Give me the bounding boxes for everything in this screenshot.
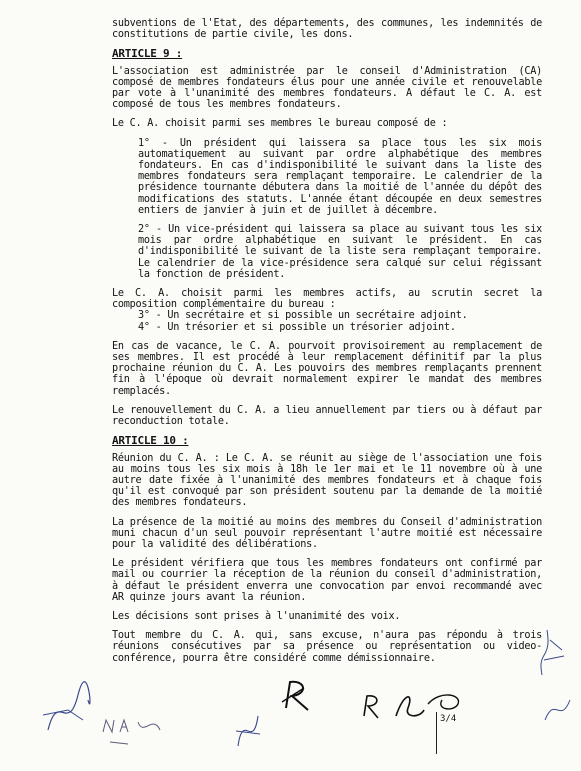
paragraph-vacance: En cas de vacance, le C. A. pourvoit provisoirement au remplacement de ses membres. Il est procédé à leur remplacement définitif par la plus prochaine réunion du C. A. Les pouvoirs des membres remplaçants prennent fin à l'époque où devrait normalement expirer le mandat des membres remplacés. (112, 340, 542, 397)
paragraph-president: 1° - Un président qui laissera sa place tous les six mois automatiquement au suivant par ordre alphabétique des membres fondateurs. En cas d'indisponibilité le suivant dans la liste des membres fondateurs sera remplaçant temporaire. Le calendrier de la présidence tournante débutera dans la moitié de l'année du dépôt des modifications des statuts. L'année étant découpée en deux semestres entiers de janvier à juin et de juillet à décembre. (138, 137, 542, 216)
document-body (112, 18, 542, 672)
signature-scribble-icon (38, 680, 98, 740)
signature-rl-icon (358, 686, 478, 730)
paragraph-bureau-intro: Le C. A. choisit parmi ses membres le bureau composé de : (112, 118, 448, 130)
paragraph-reunion: Réunion du C. A. : Le C. A. se réunit au siège de l'association une fois au moins tous les six mois à 18h le 1er mai et le 11 novembre où à une autre date fixée à l'unanimité des membres fondateurs et à chaque fois qu'il est convoqué par son président soutenu par la demande de la moitié des membres fondateurs. (112, 452, 542, 509)
paragraph-secretaire: 3° - Un secrétaire et si possible un secrétaire adjoint. (138, 310, 468, 322)
paragraph-absence: Tout membre du C. A. qui, sans excuse, n'aura pas répondu à trois réunions consécutives par sa présence ou représentation ou video-conférence, pourra être considéré comme démissionnaire. (112, 630, 542, 664)
paragraph-vice-president: 2° - Un vice-président qui laissera sa place au suivant tous les six mois par ordre alphabétique en suivant le président. En cas d'indisponibilité le suivant de la liste sera remplaçant temporaire. Le calendrier de la vice-présidence sera calqué sur celui régissant la fonction de président. (138, 224, 542, 280)
signature-r (278, 676, 318, 720)
paragraph-bureau-complement: Le C. A. choisit parmi les membres actifs, au scrutin secret la composition complémentaire du bureau : (112, 288, 542, 311)
signature-r-icon (278, 676, 318, 716)
signature-rl (358, 686, 478, 734)
article-9-heading: ARTICLE 9 : (112, 47, 183, 61)
paragraph-article9-ca: L'association est administrée par le conseil d'Administration (CA) composé de membres fondateurs élus pour une année civile et renouvelable par vote à l'unanimité des membres fondateurs. A défaut le C. A. est composé de tous les membres fondateurs. (112, 65, 542, 111)
paragraph-decisions: Les décisions sont prises à l'unanimité des voix. (112, 610, 401, 622)
signature-na (98, 712, 168, 756)
signature-right-2 (540, 690, 574, 734)
paragraph-verification: Le président vérifiera que tous les membres fondateurs ont confirmé par mail ou courrier la réception de la réunion du conseil d'administration, à défaut le président enverra une convocation par envoi recommandé avec AR quinze jours avant la réunion. (112, 558, 542, 603)
page-number-divider (436, 712, 437, 754)
paragraph-renouvellement: Le renouvellement du C. A. a lieu annuellement par tiers ou à défaut par reconduction totale. (112, 404, 542, 428)
signature-middle (228, 706, 268, 760)
signature-right-icon (532, 620, 572, 680)
page-number: 3/4 (440, 714, 457, 724)
signature-mid-icon (228, 706, 268, 756)
paragraph-presence: La présence de la moitié au moins des membres du Conseil d'administration muni chacun d'un seul pouvoir représentant l'autre moitié est nécessaire pour la validité des délibérations. (112, 516, 542, 550)
paragraph-tresorier: 4° - Un trésorier et si possible un trésorier adjoint. (138, 321, 456, 333)
signature-na-icon (98, 712, 168, 752)
signature-right2-icon (540, 690, 574, 730)
signature-left-1 (38, 680, 98, 744)
signature-right-1 (532, 620, 572, 684)
paragraph-intro: subventions de l'Etat, des départements, des communes, les indemnités de constitutions de partie civile, les dons. (112, 18, 542, 41)
article-10-heading: ARTICLE 10 : (112, 434, 189, 448)
